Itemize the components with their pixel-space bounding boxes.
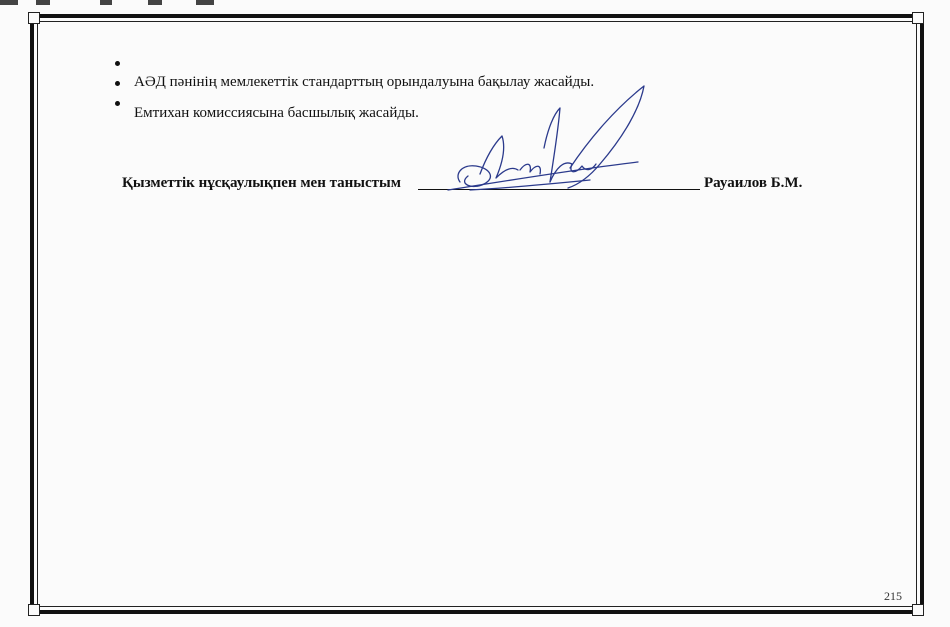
scan-top-strip [0, 0, 950, 6]
handwritten-signature-icon [440, 78, 660, 208]
bullet-item [112, 52, 594, 72]
border-corner [912, 604, 924, 616]
border-corner [912, 12, 924, 24]
signatory-name: Рауаилов Б.М. [704, 175, 803, 191]
border-corner [28, 12, 40, 24]
bullet-item: АӘД пәнінің мемлекеттік стандарттың орындалуына бақылау жасайды. [112, 72, 594, 92]
page-number: 215 [884, 589, 902, 603]
continuation-line: Емтихан комиссиясына басшылық жасайды. [134, 105, 419, 121]
border-corner [28, 604, 40, 616]
acknowledgement-label: Қызметтік нұсқаулықпен мен таныстым [122, 175, 401, 191]
